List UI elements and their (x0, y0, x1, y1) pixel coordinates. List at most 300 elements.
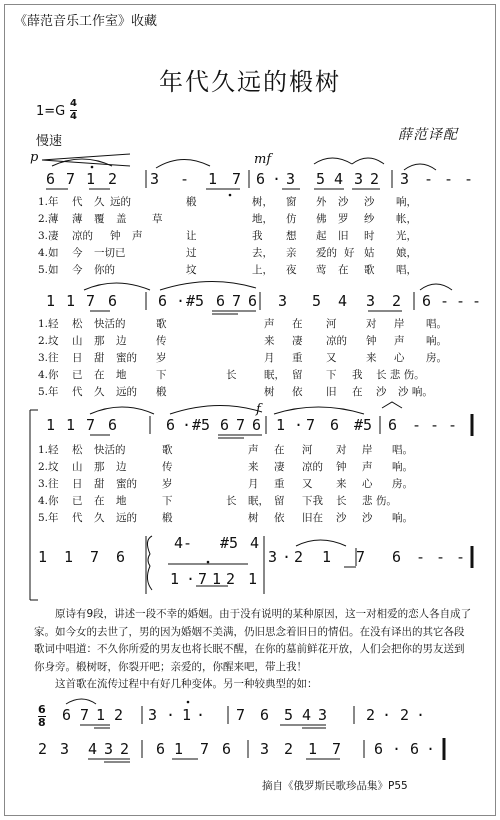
lyric-syllable: 今 (72, 247, 83, 259)
note: 3 (60, 740, 70, 758)
note: 6 (374, 740, 384, 758)
octave-dot-low (229, 194, 232, 197)
slur (296, 540, 346, 546)
octave-dot-high (91, 166, 94, 169)
note: 6 (156, 740, 166, 758)
lyric-syllable: 来 (336, 478, 347, 490)
note: 2 (370, 170, 380, 188)
song-title: 年代久远的椴树 (159, 68, 341, 96)
note: 1 (46, 416, 56, 434)
background-description: 原诗有9段，讲述一段不幸的婚姻。由于没有说明的某种原因，这一对相爱的恋人各自成了家。如今女的去世了，男的因为婚姻不美满，仍旧思念着旧日的情侣。在没有译出的其它各段歌词中唱道：不久你所爱的男友也将长眠不醒，在你的墓前鲜花开放，人们会把你的男友送到你身旁。椴树呀，你裂开吧；亲爱的，你醒来吧，带上我！ (34, 608, 472, 673)
lyric-syllable: 来 (366, 352, 377, 364)
lyric-syllable: 姑 (364, 247, 375, 259)
note: 7 (306, 416, 316, 434)
lyric-syllable: 河 (326, 318, 337, 330)
lyric-syllable: 歌 (162, 444, 173, 456)
note: · (176, 292, 186, 310)
lyric-syllable: 心 (394, 352, 405, 364)
note: 7 (332, 740, 342, 758)
lyric-syllable: 日 (72, 352, 83, 364)
studio-collection-label: 《薛范音乐工作室》收藏 (14, 14, 158, 29)
note: #5 (186, 292, 205, 310)
lyric-syllable: 夜 (286, 264, 297, 276)
lyric-syllable: 那 (94, 335, 105, 347)
lyric-syllable: 旧 (338, 230, 349, 242)
note: 3 (400, 170, 410, 188)
lyric-syllable: 对 (366, 318, 377, 330)
lyric-syllable: 又 (326, 352, 337, 364)
octave-dot-high (187, 701, 190, 704)
note: 3 (366, 292, 376, 310)
note: 2 (294, 548, 304, 566)
lyric-syllable: 在 (274, 444, 285, 456)
note: #5 (354, 416, 373, 434)
note: 6 (248, 292, 258, 310)
lyric-syllable: 歌 (156, 318, 167, 330)
note: 1 (322, 548, 332, 566)
note: 2 (400, 706, 410, 724)
lyric-syllable: 日 (72, 478, 83, 490)
note: · (166, 706, 176, 724)
note: 7 (232, 292, 242, 310)
lyric-syllable: 旧 (326, 386, 337, 398)
lyric-syllable: 岁 (156, 352, 167, 364)
lyric-syllable: 沙 (376, 386, 387, 398)
lyric-syllable: 代 (72, 386, 83, 398)
note: 6 (62, 706, 72, 724)
lyric-syllable: 凉的 (302, 461, 323, 473)
lyric-syllable: 一切已 (94, 247, 126, 259)
note: 1 (208, 170, 218, 188)
lyric-syllable: 边 (116, 461, 127, 473)
slur (66, 699, 96, 704)
note: 7 (236, 416, 246, 434)
note: 6 (222, 740, 232, 758)
note: 6 (116, 548, 126, 566)
note: · (426, 740, 436, 758)
note: 6 (410, 740, 420, 758)
note: 4- (174, 534, 193, 552)
lyric-syllable: 1.轻 (38, 318, 59, 330)
lyric-syllable: 2.坟 (38, 335, 59, 347)
lyric-syllable: 起 (316, 230, 327, 242)
note: - (416, 548, 426, 566)
lyric-syllable: 下 (156, 369, 167, 381)
note: · (282, 548, 292, 566)
dot: · (272, 170, 282, 188)
dynamic-mezzo-forte: mf (254, 152, 272, 167)
lyric-syllable: 下 (162, 495, 173, 507)
note: 7 (236, 706, 246, 724)
note: 7 (86, 416, 96, 434)
note: 1 (182, 706, 192, 724)
note: 6 (158, 292, 168, 310)
note: 2 (226, 570, 236, 588)
note: · (294, 416, 304, 434)
note: 4 (338, 292, 348, 310)
note: 1 (308, 740, 318, 758)
lyric-syllable: 蜜的 (116, 352, 137, 364)
lyric-syllable: 地 (116, 369, 127, 381)
lyric-syllable: 在 (352, 386, 363, 398)
note: 4 (88, 740, 98, 758)
note: - (430, 416, 440, 434)
variant-introduction: 这首歌在流传过程中有好几种变体。另一种较典型的如： (55, 678, 318, 690)
lyric-syllable: 长 (226, 369, 237, 381)
lyric-syllable: 坟 (186, 264, 197, 276)
note: 3 (104, 740, 114, 758)
lyric-syllable: 边 (116, 335, 127, 347)
note: 5 (284, 706, 294, 724)
lyric-syllable: 声 (264, 318, 275, 330)
note: 2 (108, 170, 118, 188)
lyric-syllable: 声 (132, 230, 143, 242)
lyric-syllable: 爱的 (316, 247, 337, 259)
lyric-syllable: 沙 (336, 512, 347, 524)
lyric-syllable: 月 (248, 478, 259, 490)
lyric-syllable: 帐， (396, 213, 417, 225)
variant-time-signature: 6 8 (38, 703, 46, 729)
dash: - (180, 170, 190, 188)
lyric-syllable: 快活的 (94, 318, 126, 330)
note: 1 (66, 416, 76, 434)
lyric-syllable: 纱 (364, 213, 375, 225)
slur (170, 405, 262, 414)
note: 3 (278, 292, 288, 310)
note: 6 (108, 292, 118, 310)
lyric-syllable: 依 (274, 512, 285, 524)
lyric-syllable: 声 (248, 444, 259, 456)
lyric-syllable: 蜜的 (116, 478, 137, 490)
lyric-syllable: 在 (94, 495, 105, 507)
note: 1 (38, 548, 48, 566)
lyric-syllable: 4.你 (38, 495, 59, 507)
lyric-syllable: 椴 (186, 196, 197, 208)
lyric-syllable: 在 (94, 369, 105, 381)
lyric-syllable: 响。 (426, 335, 447, 347)
slur (314, 158, 352, 164)
lyric-syllable: 佛 (316, 213, 327, 225)
note: · (186, 570, 196, 588)
lyric-syllable: 2.薄 (38, 213, 59, 225)
dynamic-forte: f (256, 402, 261, 417)
fermata (382, 402, 402, 408)
lyric-syllable: 仿 (286, 213, 297, 225)
note: 6 (216, 292, 226, 310)
lyric-syllable: 房。 (392, 478, 413, 490)
lyric-syllable: 松 (72, 444, 83, 456)
note: 3 (318, 706, 328, 724)
note: 1 (170, 570, 180, 588)
lyric-syllable: 3.往 (38, 352, 59, 364)
note: 6 (108, 416, 118, 434)
lyric-syllable: 声 (362, 461, 373, 473)
note: 1 (174, 740, 184, 758)
slur (274, 407, 364, 414)
lyric-syllable: 凉的 (326, 335, 347, 347)
lyric-syllable: 过 (186, 247, 197, 259)
note: - (472, 292, 482, 310)
lyric-syllable: 甜 (94, 478, 105, 490)
note: · (392, 740, 402, 758)
slur (160, 281, 256, 290)
note: 4 (250, 534, 260, 552)
lyric-syllable: 响， (396, 196, 417, 208)
note: 4 (302, 706, 312, 724)
note: 7 (356, 548, 366, 566)
note: 3 (150, 170, 160, 188)
lyric-syllable: 重 (292, 352, 303, 364)
key-signature: 1=G (36, 104, 66, 119)
lyric-syllable: 山 (72, 335, 83, 347)
note: - (412, 416, 422, 434)
note: 5 (316, 170, 326, 188)
note: 6 (392, 548, 402, 566)
lyric-syllable: 久 (94, 512, 105, 524)
dynamic-piano: p (30, 150, 39, 165)
lyric-syllable: 远的 (116, 512, 137, 524)
lyric-syllable: 月 (264, 352, 275, 364)
lyric-syllable: 3.往 (38, 478, 59, 490)
time-signature-top: 4 (70, 98, 77, 109)
note: · (196, 706, 206, 724)
lyric-syllable: 山 (72, 461, 83, 473)
note: 1 (96, 706, 106, 724)
lyric-syllable: 眠， (248, 495, 269, 507)
lyric-syllable: 来 (248, 461, 259, 473)
note: 6 (166, 416, 176, 434)
note: 6 (260, 706, 270, 724)
lyric-syllable: 1.轻 (38, 444, 59, 456)
lyric-syllable: 声 (394, 335, 405, 347)
note: 1 (46, 292, 56, 310)
note: 1 (86, 170, 96, 188)
note: 2 (284, 740, 294, 758)
note: 2 (366, 706, 376, 724)
note: - (456, 292, 466, 310)
note: 3 (260, 740, 270, 758)
lyric-syllable: 唱。 (392, 444, 413, 456)
lyric-syllable: 罗 (338, 213, 349, 225)
note: 6 (220, 416, 230, 434)
note: 3 (286, 170, 296, 188)
note: 7 (232, 170, 242, 188)
slur (90, 407, 154, 414)
note: 2 (114, 706, 124, 724)
dash: - (424, 170, 434, 188)
tempo-marking: 慢速 (36, 134, 63, 149)
lyric-syllable: 快活的 (94, 444, 126, 456)
lyric-syllable: 凉的 (72, 230, 93, 242)
note: - (440, 292, 450, 310)
lyric-syllable: 岸 (362, 444, 373, 456)
lyric-syllable: 已 (72, 495, 83, 507)
lyric-syllable: 心 (362, 478, 373, 490)
lyric-syllable: 长 悲 伤。 (376, 369, 425, 381)
lyric-syllable: 又 (302, 478, 313, 490)
lyric-syllable: 眠， (264, 369, 285, 381)
note: · (382, 706, 392, 724)
slur (352, 158, 384, 164)
lyric-syllable: 沙 响。 (398, 386, 433, 398)
lyric-syllable: 传 (156, 335, 167, 347)
lyric-syllable: 椴 (162, 512, 173, 524)
lyric-syllable: 响。 (392, 512, 413, 524)
lyric-syllable: 5.年 (38, 512, 59, 524)
lyric-syllable: 2.坟 (38, 461, 59, 473)
lyric-syllable: 亲 (286, 247, 297, 259)
note: 7 (86, 292, 96, 310)
lyric-syllable: 房。 (426, 352, 447, 364)
lyric-syllable: 代 (72, 196, 83, 208)
lyric-syllable: 光， (396, 230, 417, 242)
lyric-syllable: 树 (248, 512, 259, 524)
lyric-syllable: 歌 (364, 264, 375, 276)
lyric-syllable: 树， (252, 196, 273, 208)
slur (84, 283, 150, 290)
lyric-syllable: 你的 (94, 264, 115, 276)
note: 6 (422, 292, 432, 310)
note: 3 (354, 170, 364, 188)
note: 7 (200, 740, 210, 758)
lyric-syllable: 依 (292, 386, 303, 398)
lyric-syllable: 远的 (110, 196, 131, 208)
lyric-syllable: 覆 (94, 213, 105, 225)
lyric-syllable: 悲 伤。 (362, 495, 397, 507)
time-signature-bottom: 4 (70, 111, 77, 122)
lyric-syllable: 在 (338, 264, 349, 276)
note: 2 (392, 292, 402, 310)
lyric-syllable: 传 (162, 461, 173, 473)
lyric-syllable: 凄 (292, 335, 303, 347)
lyric-syllable: 娘， (396, 247, 417, 259)
lyric-syllable: 外 (316, 196, 327, 208)
note: · (416, 706, 426, 724)
note: - (456, 548, 466, 566)
lyric-syllable: 岸 (394, 318, 405, 330)
note: 1 (66, 292, 76, 310)
lyric-syllable: 莺 (316, 264, 327, 276)
lyric-syllable: 下 (326, 369, 337, 381)
lyric-syllable: 想 (286, 230, 297, 242)
note: · (182, 416, 192, 434)
lyric-syllable: 盖 (116, 213, 127, 225)
lyric-syllable: 那 (94, 461, 105, 473)
note: #5 (220, 534, 239, 552)
note: 1 (248, 570, 258, 588)
lyric-syllable: 响。 (392, 461, 413, 473)
lyric-syllable: 甜 (94, 352, 105, 364)
octave-dot-high (207, 561, 210, 564)
lyric-syllable: 下我 (302, 495, 323, 507)
note: - (448, 416, 458, 434)
lyric-syllable: 钟 (110, 230, 121, 242)
note: - (436, 548, 446, 566)
note: 3 (268, 548, 278, 566)
note: 6 (388, 416, 398, 434)
lyric-syllable: 去， (252, 247, 273, 259)
note: 1 (64, 548, 74, 566)
note: 2 (120, 740, 130, 758)
lyric-syllable: 代 (72, 512, 83, 524)
slur (420, 284, 452, 290)
lyric-syllable: 地 (116, 495, 127, 507)
lyric-syllable: 我 (252, 230, 263, 242)
lyric-syllable: 1.年 (38, 196, 59, 208)
note: 7 (66, 170, 76, 188)
lyric-syllable: 沙 (364, 196, 375, 208)
lyric-syllable: 对 (336, 444, 347, 456)
note: 5 (312, 292, 322, 310)
lyric-syllable: 重 (274, 478, 285, 490)
lyric-syllable: 河 (302, 444, 313, 456)
note: 2 (38, 740, 48, 758)
note: 7 (80, 706, 90, 724)
note: 6 (252, 416, 262, 434)
slur (404, 164, 436, 170)
lyric-syllable: 好 (344, 247, 355, 259)
lyric-syllable: 上， (252, 264, 273, 276)
lyric-syllable: 我 (352, 369, 363, 381)
lyric-syllable: 来 (264, 335, 275, 347)
lyric-syllable: 久 (94, 196, 105, 208)
lyric-syllable: 地， (252, 213, 273, 225)
lyric-syllable: 唱。 (426, 318, 447, 330)
lyric-syllable: 岁 (162, 478, 173, 490)
lyric-syllable: 窗 (286, 196, 297, 208)
lyric-syllable: 唱， (396, 264, 417, 276)
lyric-syllable: 草 (152, 213, 163, 225)
note: 3 (148, 706, 158, 724)
dash: - (464, 170, 474, 188)
note: 7 (198, 570, 208, 588)
note: 1 (276, 416, 286, 434)
lyric-syllable: 松 (72, 318, 83, 330)
lyric-syllable: 让 (186, 230, 197, 242)
lyric-syllable: 钟 (366, 335, 377, 347)
note: 1 (212, 570, 222, 588)
lyric-syllable: 4.你 (38, 369, 59, 381)
note: 6 (256, 170, 266, 188)
lyric-syllable: 长 (336, 495, 347, 507)
brace (147, 536, 152, 590)
lyric-syllable: 今 (72, 264, 83, 276)
lyric-syllable: 时 (364, 230, 375, 242)
lyric-syllable: 久 (94, 386, 105, 398)
lyric-syllable: 3.凄 (38, 230, 59, 242)
note: 7 (90, 548, 100, 566)
dash: - (444, 170, 454, 188)
slur (156, 159, 210, 168)
lyric-syllable: 5.年 (38, 386, 59, 398)
lyric-syllable: 凄 (274, 461, 285, 473)
lyric-syllable: 钟 (336, 461, 347, 473)
lyric-syllable: 沙 (362, 512, 373, 524)
lyric-syllable: 留 (292, 369, 303, 381)
lyric-syllable: 树 (264, 386, 275, 398)
note: 4 (334, 170, 344, 188)
lyric-syllable: 沙 (338, 196, 349, 208)
lyric-syllable: 4.如 (38, 247, 59, 259)
lyric-syllable: 5.如 (38, 264, 59, 276)
arranger-credit: 薛范译配 (398, 127, 458, 143)
lyric-syllable: 旧在 (302, 512, 323, 524)
lyric-syllable: 留 (274, 495, 285, 507)
lyric-syllable: 长 (226, 495, 237, 507)
lyric-syllable: 远的 (116, 386, 137, 398)
note: 6 (46, 170, 56, 188)
lyric-syllable: 薄 (72, 213, 83, 225)
